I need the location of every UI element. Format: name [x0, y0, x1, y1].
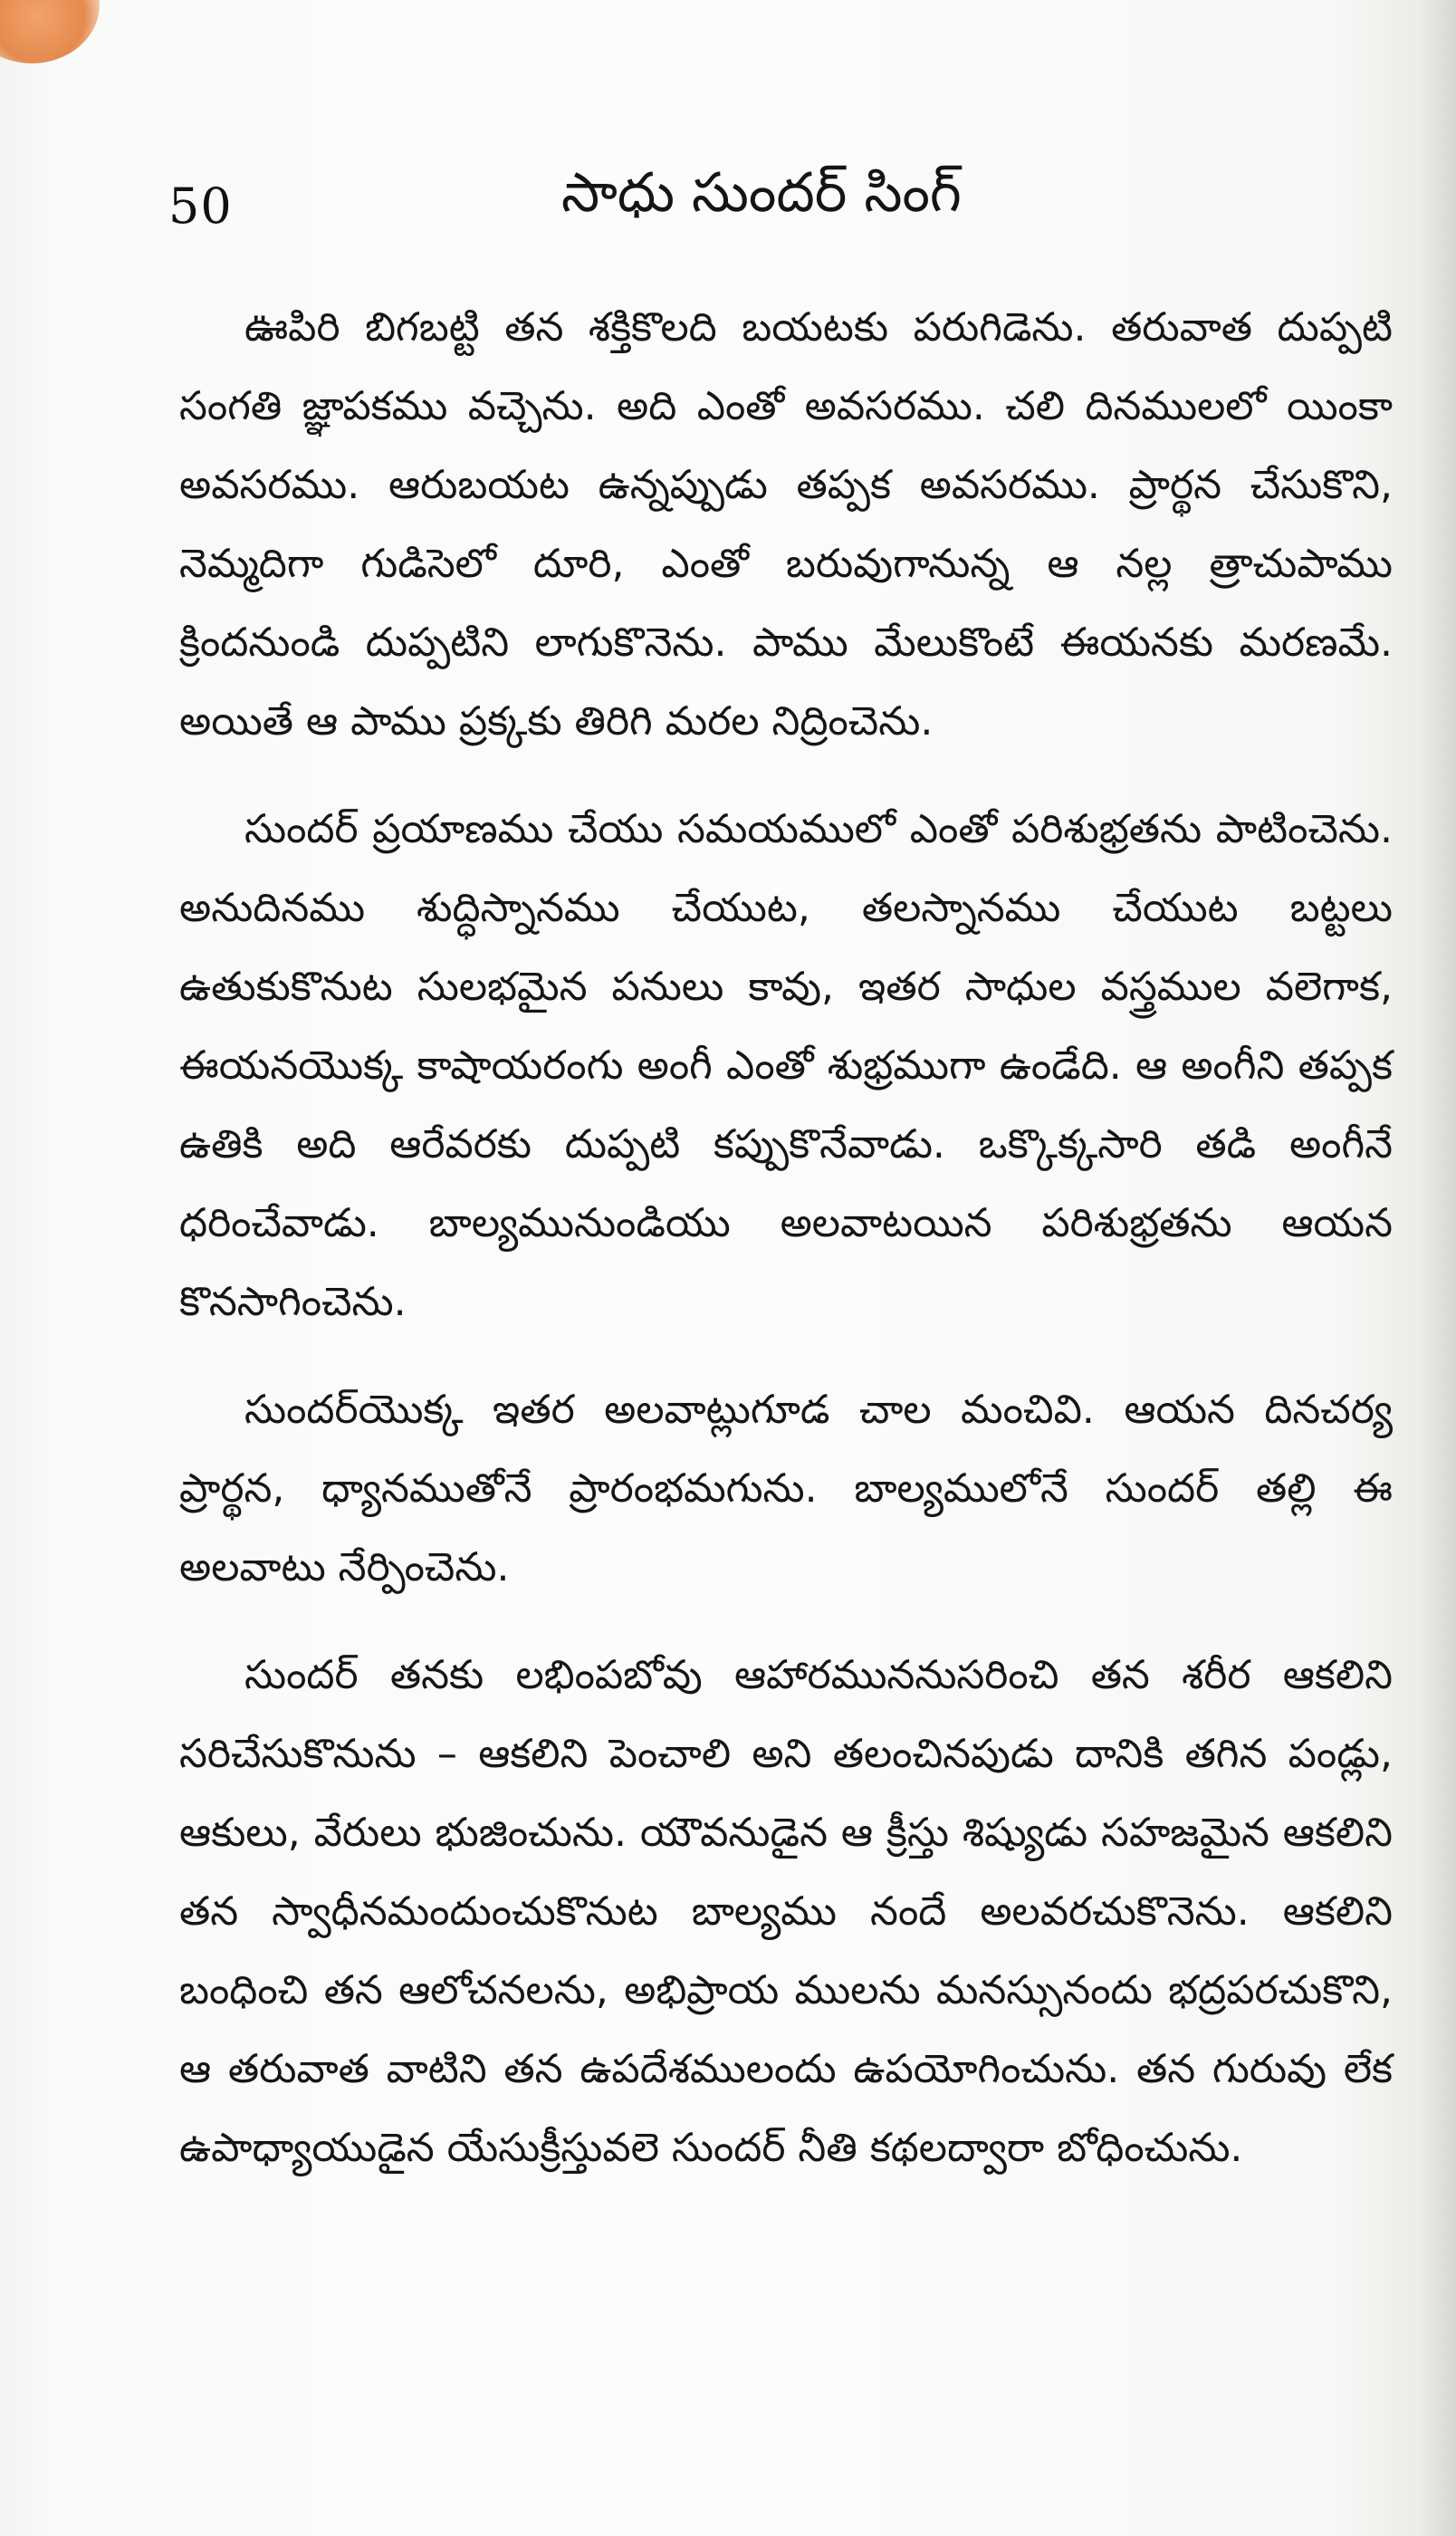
paragraph-1: ఊపిరి బిగబట్టి తన శక్తికొలది బయటకు పరుగిడెను. తరువాత దుప్పటి సంగతి జ్ఞాపకము వచ్చెను. అది ఎంతో అవసరము. చలి దినములలో యింకా అవసరము. ఆరుబయట ఉన్నప్పుడు తప్పక అవసరము. ప్రార్థన చేసుకొని, నెమ్మదిగా గుడిసెలో దూరి, ఎంతో బరువుగానున్న ఆ నల్ల త్రాచుపాము క్రిందనుండి దుప్పటిని లాగుకొనెను. పాము మేలుకొంటే ఈయనకు మరణమే. అయితే ఆ పాము ప్రక్కకు తిరిగి మరల నిద్రించెను.	[179, 304, 1393, 744]
paragraph-2: సుందర్ ప్రయాణము చేయు సమయములో ఎంతో పరిశుభ్రతను పాటించెను. అనుదినము శుద్ధిస్నానము చేయుట, తలస్నానము చేయుట బట్టలు ఉతుకుకొనుట సులభమైన పనులు కావు, ఇతర సాధుల వస్త్రముల వలెగాక, ఈయనయొక్క కాషాయరంగు అంగీ ఎంతో శుభ్రముగా ఉండేది. ఆ అంగీని తప్పక ఉతికి అది ఆరేవరకు దుప్పటి కప్పుకొనేవాడు. ఒక్కొక్కసారి తడి అంగీనే ధరించేవాడు. బాల్యమునుండియు అలవాటయిన పరిశుభ్రతను ఆయన కొనసాగించెను.	[179, 806, 1393, 1325]
paragraph-4: సుందర్ తనకు లభింపబోవు ఆహారముననుసరించి తన శరీర ఆకలిని సరిచేసుకొనును – ఆకలిని పెంచాలి అని తలంచినపుడు దానికి తగిన పండ్లు, ఆకులు, వేరులు భుజించును. యౌవనుడైన ఆ క్రీస్తు శిష్యుడు సహజమైన ఆకలిని తన స్వాధీనమందుంచుకొనుట బాల్యము నందే అలవరచుకొనెను. ఆకలిని బంధించి తన ఆలోచనలను, అభిప్రాయ ములను మనస్సునందు భద్రపరచుకొని, ఆ తరువాత వాటిని తన ఉపదేశములందు ఉపయోగించును. తన గురువు లేక ఉపాధ్యాయుడైన యేసుక్రీస్తువలె సుందర్ నీతి కథలద్వారా బోధించును.	[179, 1652, 1393, 2171]
running-title: సాధు సుందర్ సింగ్	[561, 161, 962, 225]
page-body	[179, 288, 1393, 2187]
thumb-smudge	[0, 0, 100, 63]
page-number: 50	[168, 178, 233, 235]
paragraph-3: సుందర్‌యొక్క ఇతర అలవాట్లుగూడ చాల మంచివి. ఆయన దినచర్య ప్రార్థన, ధ్యానముతోనే ప్రారంభమగును. బాల్యములోనే సుందర్ తల్లి ఈ అలవాటు నేర్పించెను.	[179, 1387, 1393, 1590]
page-header	[0, 161, 1456, 261]
page-edge-shadow	[1420, 0, 1456, 2536]
